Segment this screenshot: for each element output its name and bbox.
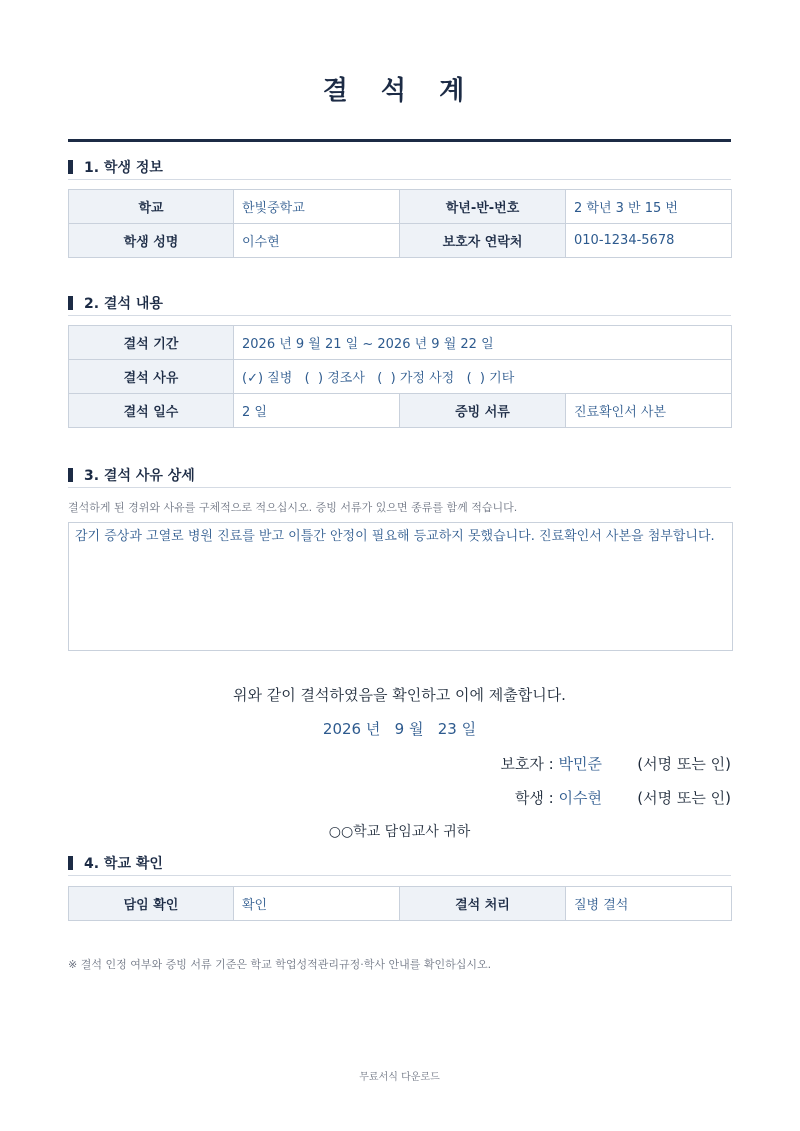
guardian-contact-label: 보호자 연락처	[400, 224, 566, 258]
document-title: 결 석 계	[322, 76, 477, 106]
footer-text: 무료서식 다운로드	[359, 1072, 440, 1083]
section-header-student	[68, 157, 731, 180]
section-marker-icon	[68, 296, 73, 310]
section-title: 3. 결석 사유 상세	[84, 468, 195, 484]
school-value: 한빛중학교	[234, 190, 400, 224]
period-label: 결석 기간	[69, 326, 234, 360]
school-check-table	[68, 886, 732, 921]
absence-process-label: 결석 처리	[400, 887, 566, 921]
reason-label: 결석 사유	[69, 360, 234, 394]
table-row	[69, 394, 732, 428]
student-name-label: 학생 성명	[69, 224, 234, 258]
detail-text-box: 감기 증상과 고열로 병원 진료를 받고 이틀간 안정이 필요해 등교하지 못했습니다. 진료확인서 사본을 첨부합니다.	[68, 522, 733, 651]
section-marker-icon	[68, 468, 73, 482]
school-label: 학교	[69, 190, 234, 224]
student-sign-name: 이수현	[558, 789, 602, 807]
detail-hint: 결석하게 된 경위와 사유를 구체적으로 적으십시오. 증빙 서류가 있으면 종류를 함께 적습니다.	[68, 501, 518, 514]
evidence-value: 진료확인서 사본	[566, 394, 732, 428]
section-header-school	[68, 853, 731, 876]
table-row	[69, 224, 732, 258]
grade-label: 학년-반-번호	[400, 190, 566, 224]
table-row	[69, 326, 732, 360]
section-title: 2. 결석 내용	[84, 296, 163, 312]
section-title: 1. 학생 정보	[84, 160, 163, 176]
section-title: 4. 학교 확인	[84, 856, 163, 872]
table-row	[69, 360, 732, 394]
guardian-label: 보호자 :	[500, 755, 554, 773]
footnote: ※ 결석 인정 여부와 증빙 서류 기준은 학교 학업성적관리규정·학사 안내를 확인하십시오.	[68, 958, 492, 971]
days-value: 2 일	[234, 394, 400, 428]
evidence-label: 증빙 서류	[400, 394, 566, 428]
section-marker-icon	[68, 856, 73, 870]
section-header-detail	[68, 465, 731, 488]
grade-value: 2 학년 3 반 15 번	[566, 190, 732, 224]
section-marker-icon	[68, 160, 73, 174]
guardian-sign-text: (서명 또는 인)	[637, 755, 731, 773]
submission-date: 2026 년 9 월 23 일	[322, 720, 477, 738]
reason-value: (✓) 질병 ( ) 경조사 ( ) 가정 사정 ( ) 기타	[234, 360, 732, 394]
confirmation-statement: 위와 같이 결석하였음을 확인하고 이에 제출합니다.	[233, 686, 566, 704]
guardian-contact-value: 010-1234-5678	[566, 224, 732, 258]
student-info-table	[68, 189, 732, 258]
addressee: ○○학교 담임교사 귀하	[328, 824, 471, 840]
absence-info-table	[68, 325, 732, 428]
student-name-value: 이수현	[234, 224, 400, 258]
days-label: 결석 일수	[69, 394, 234, 428]
title-divider	[68, 139, 731, 142]
section-header-absence	[68, 293, 731, 316]
absence-process-value: 질병 결석	[566, 887, 732, 921]
student-sign-text: (서명 또는 인)	[637, 789, 731, 807]
table-row	[69, 887, 732, 921]
guardian-signature-line	[331, 753, 731, 774]
table-row	[69, 190, 732, 224]
teacher-check-label: 담임 확인	[69, 887, 234, 921]
period-value: 2026 년 9 월 21 일 ~ 2026 년 9 월 22 일	[234, 326, 732, 360]
student-label: 학생 :	[514, 789, 554, 807]
guardian-name: 박민준	[558, 755, 602, 773]
student-signature-line	[331, 787, 731, 808]
teacher-check-value: 확인	[234, 887, 400, 921]
